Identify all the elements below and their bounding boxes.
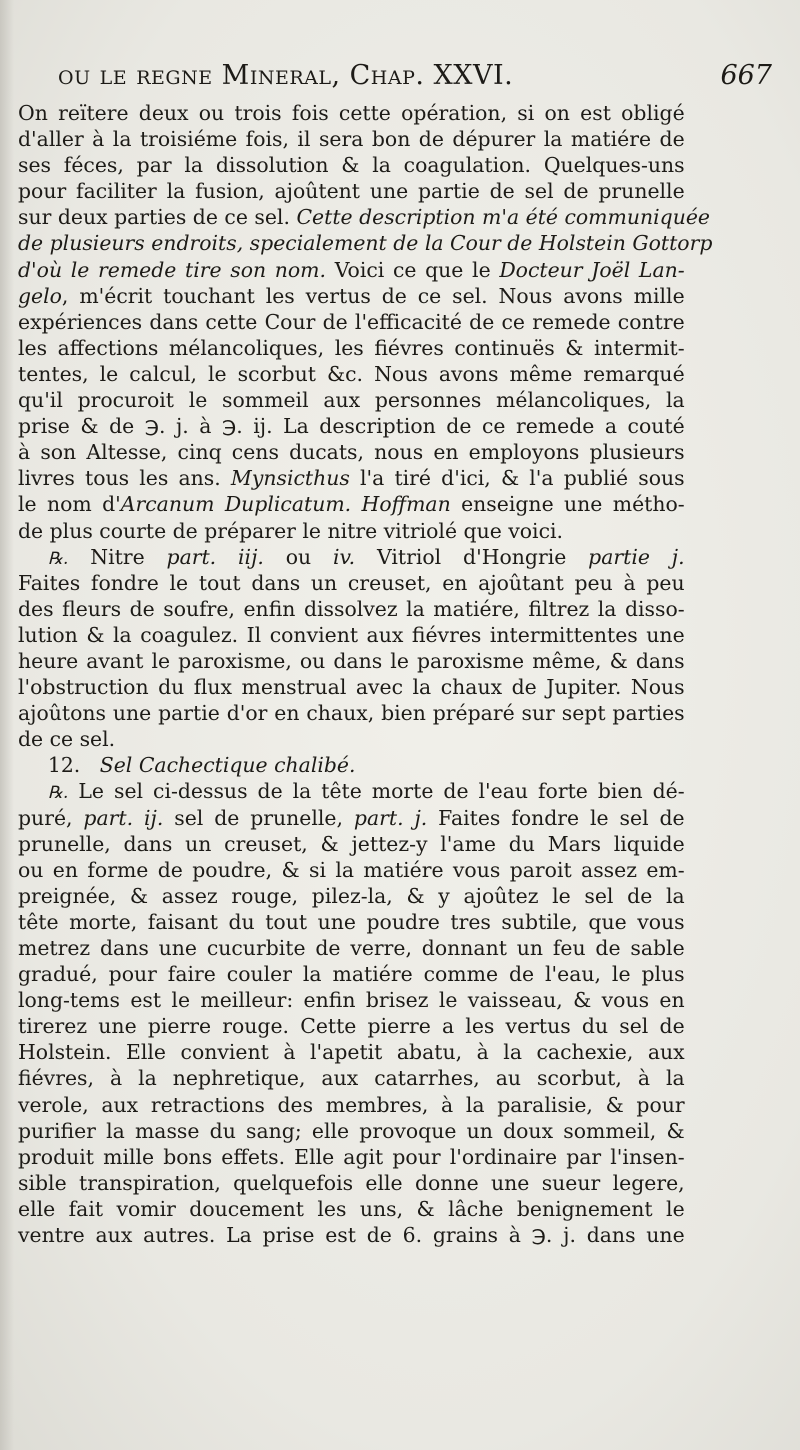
text-run: , m'écrit touchant les vertus de ce sel. Nous avons mille xyxy=(61,283,685,308)
text-line xyxy=(18,805,685,831)
text-line: de plus courte de préparer le nitre vitriolé que voici. xyxy=(18,518,564,543)
recipe-line xyxy=(18,544,685,570)
page-number: 667 xyxy=(720,60,772,91)
text-run: sel de prunelle, xyxy=(174,805,343,830)
text-line: ses féces, par la dissolution & la coagulation. Quelques-uns xyxy=(18,153,685,178)
text-line-italic: de plusieurs endroits, specialement de la Cour de Holstein Gottorp xyxy=(18,231,713,256)
text-line: expériences dans cette Cour de l'efficacité de ce remede contre xyxy=(18,309,685,334)
section-number: 12. xyxy=(47,753,81,778)
text-line: tentes, le calcul, le scorbut &c. Nous avons même remarqué xyxy=(18,361,685,386)
text-run: Nitre xyxy=(90,544,145,569)
running-title: ou le regne Mineral, Chap. XXVI. xyxy=(58,60,514,91)
text-line: lution & la coagulez. Il convient aux fiévres intermittentes une xyxy=(18,622,685,647)
text-run: le nom d' xyxy=(18,492,121,517)
text-line: metrez dans une cucurbite de verre, donnant un feu de sable xyxy=(18,936,685,960)
text-line: preignée, & assez rouge, pilez-la, & y ajoûtez le sel de la xyxy=(18,883,685,908)
italic-run: part. ij. xyxy=(83,805,164,830)
text-line: elle fait vomir doucement les uns, & lâche benignement le xyxy=(18,1196,685,1221)
italic-run: Docteur Joël Lan- xyxy=(499,257,685,282)
italic-run: d'où le remede tire son nom. xyxy=(18,257,327,282)
text-line: long-tems est le meilleur: enfin brisez le vaisseau, & vous en xyxy=(18,988,685,1013)
text-line: produit mille bons effets. Elle agit pour l'ordinaire par l'insen- xyxy=(18,1144,685,1169)
text-line: d'aller à la troisiéme fois, il sera bon de dépurer la matiére de xyxy=(18,127,685,152)
text-run: Le sel ci-dessus de la tête morte de l'eau forte bien dé- xyxy=(78,779,685,804)
italic-run: Arcanum Duplicatum. xyxy=(120,492,352,517)
italic-run: partie j. xyxy=(588,544,685,569)
text-run: Vitriol d'Hongrie xyxy=(377,544,567,569)
text-line xyxy=(18,283,685,309)
text-run: ou xyxy=(285,544,312,569)
text-line: des fleurs de soufre, enfin dissolvez la matiére, filtrez la disso- xyxy=(18,596,685,621)
text-line: fiévres, à la nephretique, aux catarrhes, au scorbut, à la xyxy=(18,1066,685,1091)
page-header xyxy=(58,60,782,100)
text-run: livres tous les ans. xyxy=(18,466,221,491)
text-line: tête morte, faisant du tout une poudre tres subtile, que vous xyxy=(18,909,685,934)
text-line: ventre aux autres. La prise est de 6. grains à ℈. j. dans une xyxy=(18,1223,685,1248)
text-line xyxy=(18,491,685,517)
body-text xyxy=(18,100,713,1248)
text-run: Faites fondre le sel de xyxy=(438,805,685,830)
text-line xyxy=(18,465,685,491)
text-line: verole, aux retractions des membres, à la paralisie, & pour xyxy=(18,1092,685,1117)
italic-run: Cette description m'a été communiquée xyxy=(296,205,710,230)
section-heading xyxy=(18,752,685,778)
italic-run: Hoffman xyxy=(361,492,451,517)
text-run: enseigne une métho- xyxy=(461,492,685,517)
text-line: ou en forme de poudre, & si la matiére vous paroit assez em- xyxy=(18,857,685,882)
text-line: prise & de ℈. j. à ℈. ij. La description de ce remede a couté xyxy=(18,414,685,439)
recipe-symbol: ℞. xyxy=(47,783,69,804)
italic-run: iv. xyxy=(333,544,356,569)
text-line: qu'il procuroit le sommeil aux personnes mélancoliques, la xyxy=(18,388,685,413)
text-line: gradué, pour faire couler la matiére comme de l'eau, le plus xyxy=(18,962,685,987)
text-line: tirerez une pierre rouge. Cette pierre a les vertus du sel de xyxy=(18,1014,685,1039)
text-run: puré, xyxy=(18,805,73,830)
recipe-symbol: ℞. xyxy=(47,548,69,569)
text-line: purifier la masse du sang; elle provoque un doux sommeil, & xyxy=(18,1118,685,1143)
italic-run: Mynsicthus xyxy=(230,466,350,491)
text-line: On reïtere deux ou trois fois cette opération, si on est obligé xyxy=(18,101,685,125)
recipe-line xyxy=(18,778,685,804)
text-run: l'a tiré d'ici, & l'a publié sous xyxy=(360,466,685,491)
text-line: l'obstruction du flux menstrual avec la chaux de Jupiter. Nous xyxy=(18,675,685,700)
text-line: de ce sel. xyxy=(18,727,116,752)
text-line: ajoûtons une partie d'or en chaux, bien préparé sur sept parties xyxy=(18,701,685,726)
text-line: pour faciliter la fusion, ajoûtent une partie de sel de prunelle xyxy=(18,179,685,204)
text-line xyxy=(18,257,685,283)
text-line: prunelle, dans un creuset, & jettez-y l'ame du Mars liquide xyxy=(18,831,685,856)
italic-run: part. j. xyxy=(353,805,428,830)
section-title: Sel Cachectique chalibé. xyxy=(99,753,356,778)
text-line: sible transpiration, quelquefois elle donne une sueur legere, xyxy=(18,1170,685,1195)
italic-run: gelo xyxy=(18,283,62,308)
text-run: Voici ce que le xyxy=(334,257,491,282)
text-line xyxy=(18,204,710,230)
text-line: Holstein. Elle convient à l'apetit abatu, à la cachexie, aux xyxy=(18,1040,685,1065)
text-run: sur deux parties de ce sel. xyxy=(18,205,290,230)
text-line: les affections mélancoliques, les fiévres continuës & intermit- xyxy=(18,335,685,360)
italic-run: part. iij. xyxy=(166,544,264,569)
text-line: heure avant le paroxisme, ou dans le paroxisme même, & dans xyxy=(18,648,685,673)
text-line: à son Altesse, cinq cens ducats, nous en employons plusieurs xyxy=(18,440,685,465)
text-line: Faites fondre le tout dans un creuset, en ajoûtant peu à peu xyxy=(18,570,685,595)
